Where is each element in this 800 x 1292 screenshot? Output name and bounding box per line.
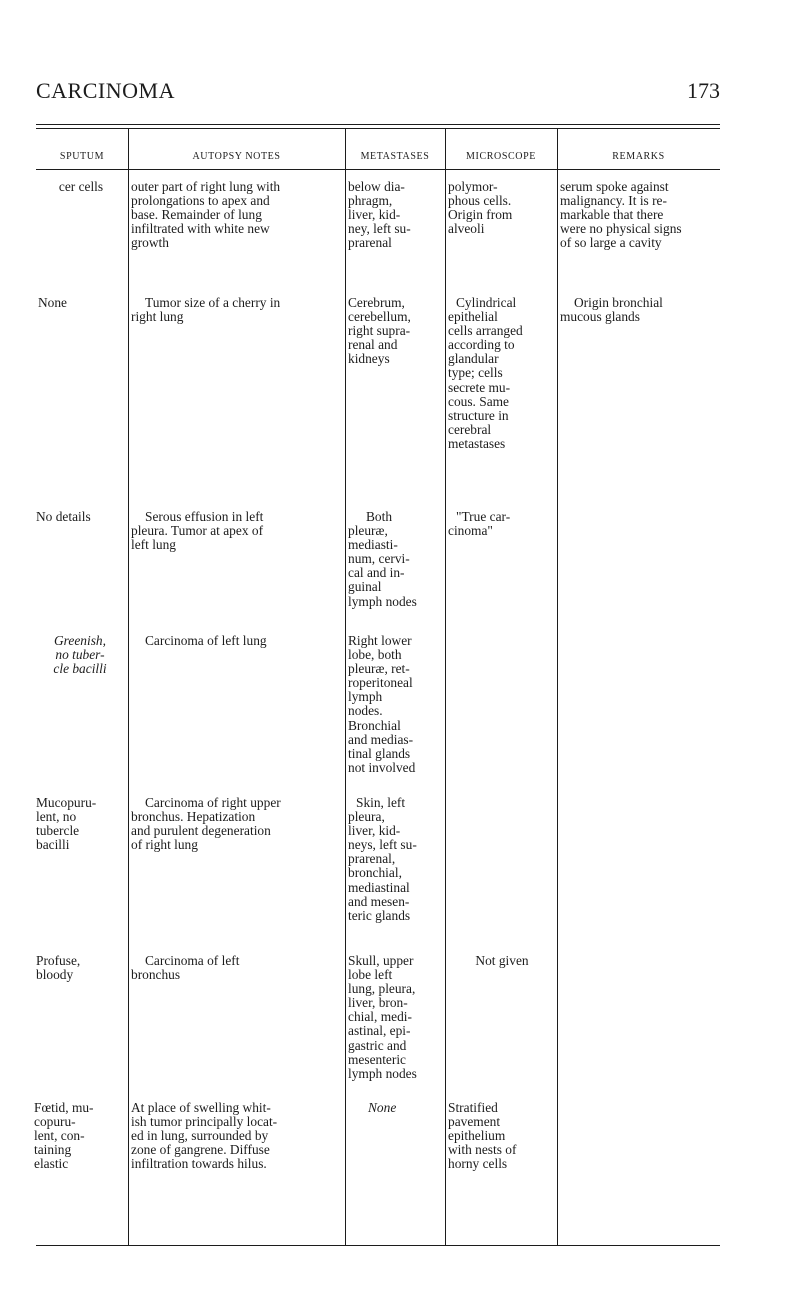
row4-sputum: Greenish, no tuber- cle bacilli — [53, 633, 107, 677]
row2-metastases: Cerebrum, cerebellum, right supra- renal and kidneys — [348, 295, 411, 367]
row4-autopsy: Carcinoma of left lung — [145, 633, 267, 648]
row6-autopsy: Carcinoma of left bronchus — [131, 953, 240, 983]
row2-autopsy: Tumor size of a cherry in right lung — [131, 295, 281, 325]
row1-metastases: below dia- phragm, liver, kid- ney, left su- prarenal — [348, 179, 411, 251]
row7-microscope: Stratified pavement epithelium with nests of horny cells — [448, 1100, 517, 1172]
column-divider-1 — [128, 128, 129, 1245]
running-head — [36, 78, 720, 108]
row3-metastases: Both pleuræ, mediasti- num, cervi- cal and in- guinal lymph nodes — [348, 509, 417, 609]
row6-sputum: Profuse, bloody — [36, 953, 81, 983]
row7-autopsy: At place of swelling whit- ish tumor principally locat- ed in lung, surrounded by zone of gangrene. Diffuse infiltration towards hilus. — [131, 1100, 278, 1172]
row6-metastases: Skull, upper lobe left lung, pleura, liver, bron- chial, medi- astinal, epi- gastric and mesenteric lymph nodes — [348, 953, 417, 1081]
row5-autopsy: Carcinoma of right upper bronchus. Hepatization and purulent degeneration of right lung — [131, 795, 281, 853]
row1-autopsy: outer part of right lung with prolongations to apex and base. Remainder of lung infiltrated with white new growth — [131, 179, 281, 251]
header-bottom-rule — [36, 169, 720, 170]
header-remarks: REMARKS — [612, 151, 665, 162]
row1-microscope: polymor- phous cells. Origin from alveoli — [448, 179, 513, 237]
row7-metastases: None — [368, 1100, 397, 1115]
row6-microscope: Not given — [475, 953, 529, 968]
row3-microscope: "True car- cinoma" — [448, 509, 511, 539]
row3-sputum: No details — [36, 509, 91, 524]
header-metastases: METASTASES — [360, 151, 430, 162]
row5-sputum: Mucopuru- lent, no tubercle bacilli — [36, 795, 97, 853]
row1-sputum: cer cells — [58, 179, 104, 194]
running-head-title: CARCINOMA — [36, 78, 175, 103]
row2-remarks: Origin bronchial mucous glands — [560, 295, 663, 325]
column-divider-4 — [557, 128, 558, 1245]
header-microscope: MICROSCOPE — [466, 151, 536, 162]
column-divider-2 — [345, 128, 346, 1245]
header-sputum: SPUTUM — [59, 151, 105, 162]
header-autopsy-notes: AUTOPSY NOTES — [192, 151, 281, 162]
row2-microscope: Cylindrical epithelial cells arranged according to glandular type; cells secrete mu- cous. Same structure in cerebral metastases — [448, 295, 523, 451]
table-bottom-rule — [36, 1245, 720, 1246]
table-top-rule-1 — [36, 124, 720, 125]
row3-autopsy: Serous effusion in left pleura. Tumor at apex of left lung — [131, 509, 264, 553]
row5-metastases: Skin, left pleura, liver, kid- neys, left su- prarenal, bronchial, mediastinal and mesen- teric glands — [348, 795, 417, 923]
table-top-rule-2 — [36, 128, 720, 129]
page-number: 173 — [687, 78, 720, 103]
row7-sputum: Fœtid, mu- copuru- lent, con- taining elastic — [34, 1100, 94, 1172]
row2-sputum: None — [38, 295, 68, 310]
row1-remarks: serum spoke against malignancy. It is re- markable that there were no physical signs of so large a cavity — [560, 179, 682, 251]
column-divider-3 — [445, 128, 446, 1245]
row4-metastases: Right lower lobe, both pleuræ, ret- roperitoneal lymph nodes. Bronchial and medias- tinal glands not involved — [348, 633, 416, 775]
